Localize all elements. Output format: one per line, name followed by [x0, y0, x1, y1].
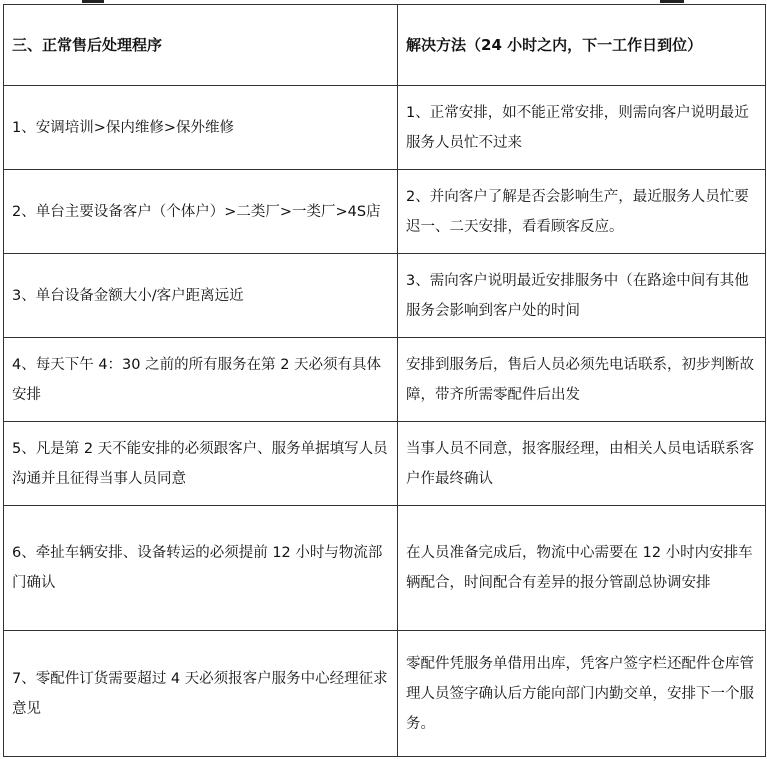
solution-cell: 1、正常安排，如不能正常安排，则需向客户说明最近服务人员忙不过来 [398, 86, 766, 170]
procedure-cell: 1、安调培训>保内维修>保外维修 [4, 86, 398, 170]
table-header-row [4, 5, 766, 86]
solution-cell: 安排到服务后，售后人员必须先电话联系，初步判断故障，带齐所需零配件后出发 [398, 338, 766, 422]
table-row [4, 338, 766, 422]
table-row [4, 506, 766, 631]
solution-cell: 在人员准备完成后，物流中心需要在 12 小时内安排车辆配合，时间配合有差异的报分管副总协调安排 [398, 506, 766, 631]
table-row [4, 170, 766, 254]
solution-cell: 3、需向客户说明最近安排服务中（在路途中间有其他服务会影响到客户处的时间 [398, 254, 766, 338]
table-row [4, 86, 766, 170]
top-mark-right [660, 0, 684, 3]
procedure-cell: 3、单台设备金额大小/客户距离远近 [4, 254, 398, 338]
header-solution: 解决方法（24 小时之内，下一工作日到位） [398, 5, 766, 86]
table-row [4, 422, 766, 506]
solution-cell: 零配件凭服务单借用出库，凭客户签字栏还配件仓库管理人员签字确认后方能向部门内勤交单，安排下一个服务。 [398, 631, 766, 757]
after-sales-procedure-table [3, 4, 766, 757]
solution-cell: 当事人员不同意，报客服经理，由相关人员电话联系客户作最终确认 [398, 422, 766, 506]
solution-cell: 2、并向客户了解是否会影响生产，最近服务人员忙要迟一、二天安排，看看顾客反应。 [398, 170, 766, 254]
table-row [4, 631, 766, 757]
procedure-cell: 2、单台主要设备客户（个体户）>二类厂>一类厂>4S店 [4, 170, 398, 254]
top-mark-left [82, 0, 104, 3]
procedure-cell: 6、牵扯车辆安排、设备转运的必须提前 12 小时与物流部门确认 [4, 506, 398, 631]
procedure-cell: 5、凡是第 2 天不能安排的必须跟客户、服务单据填写人员沟通并且征得当事人员同意 [4, 422, 398, 506]
header-procedure: 三、正常售后处理程序 [4, 5, 398, 86]
procedure-cell: 7、零配件订货需要超过 4 天必须报客户服务中心经理征求意见 [4, 631, 398, 757]
procedure-cell: 4、每天下午 4：30 之前的所有服务在第 2 天必须有具体安排 [4, 338, 398, 422]
table-row [4, 254, 766, 338]
